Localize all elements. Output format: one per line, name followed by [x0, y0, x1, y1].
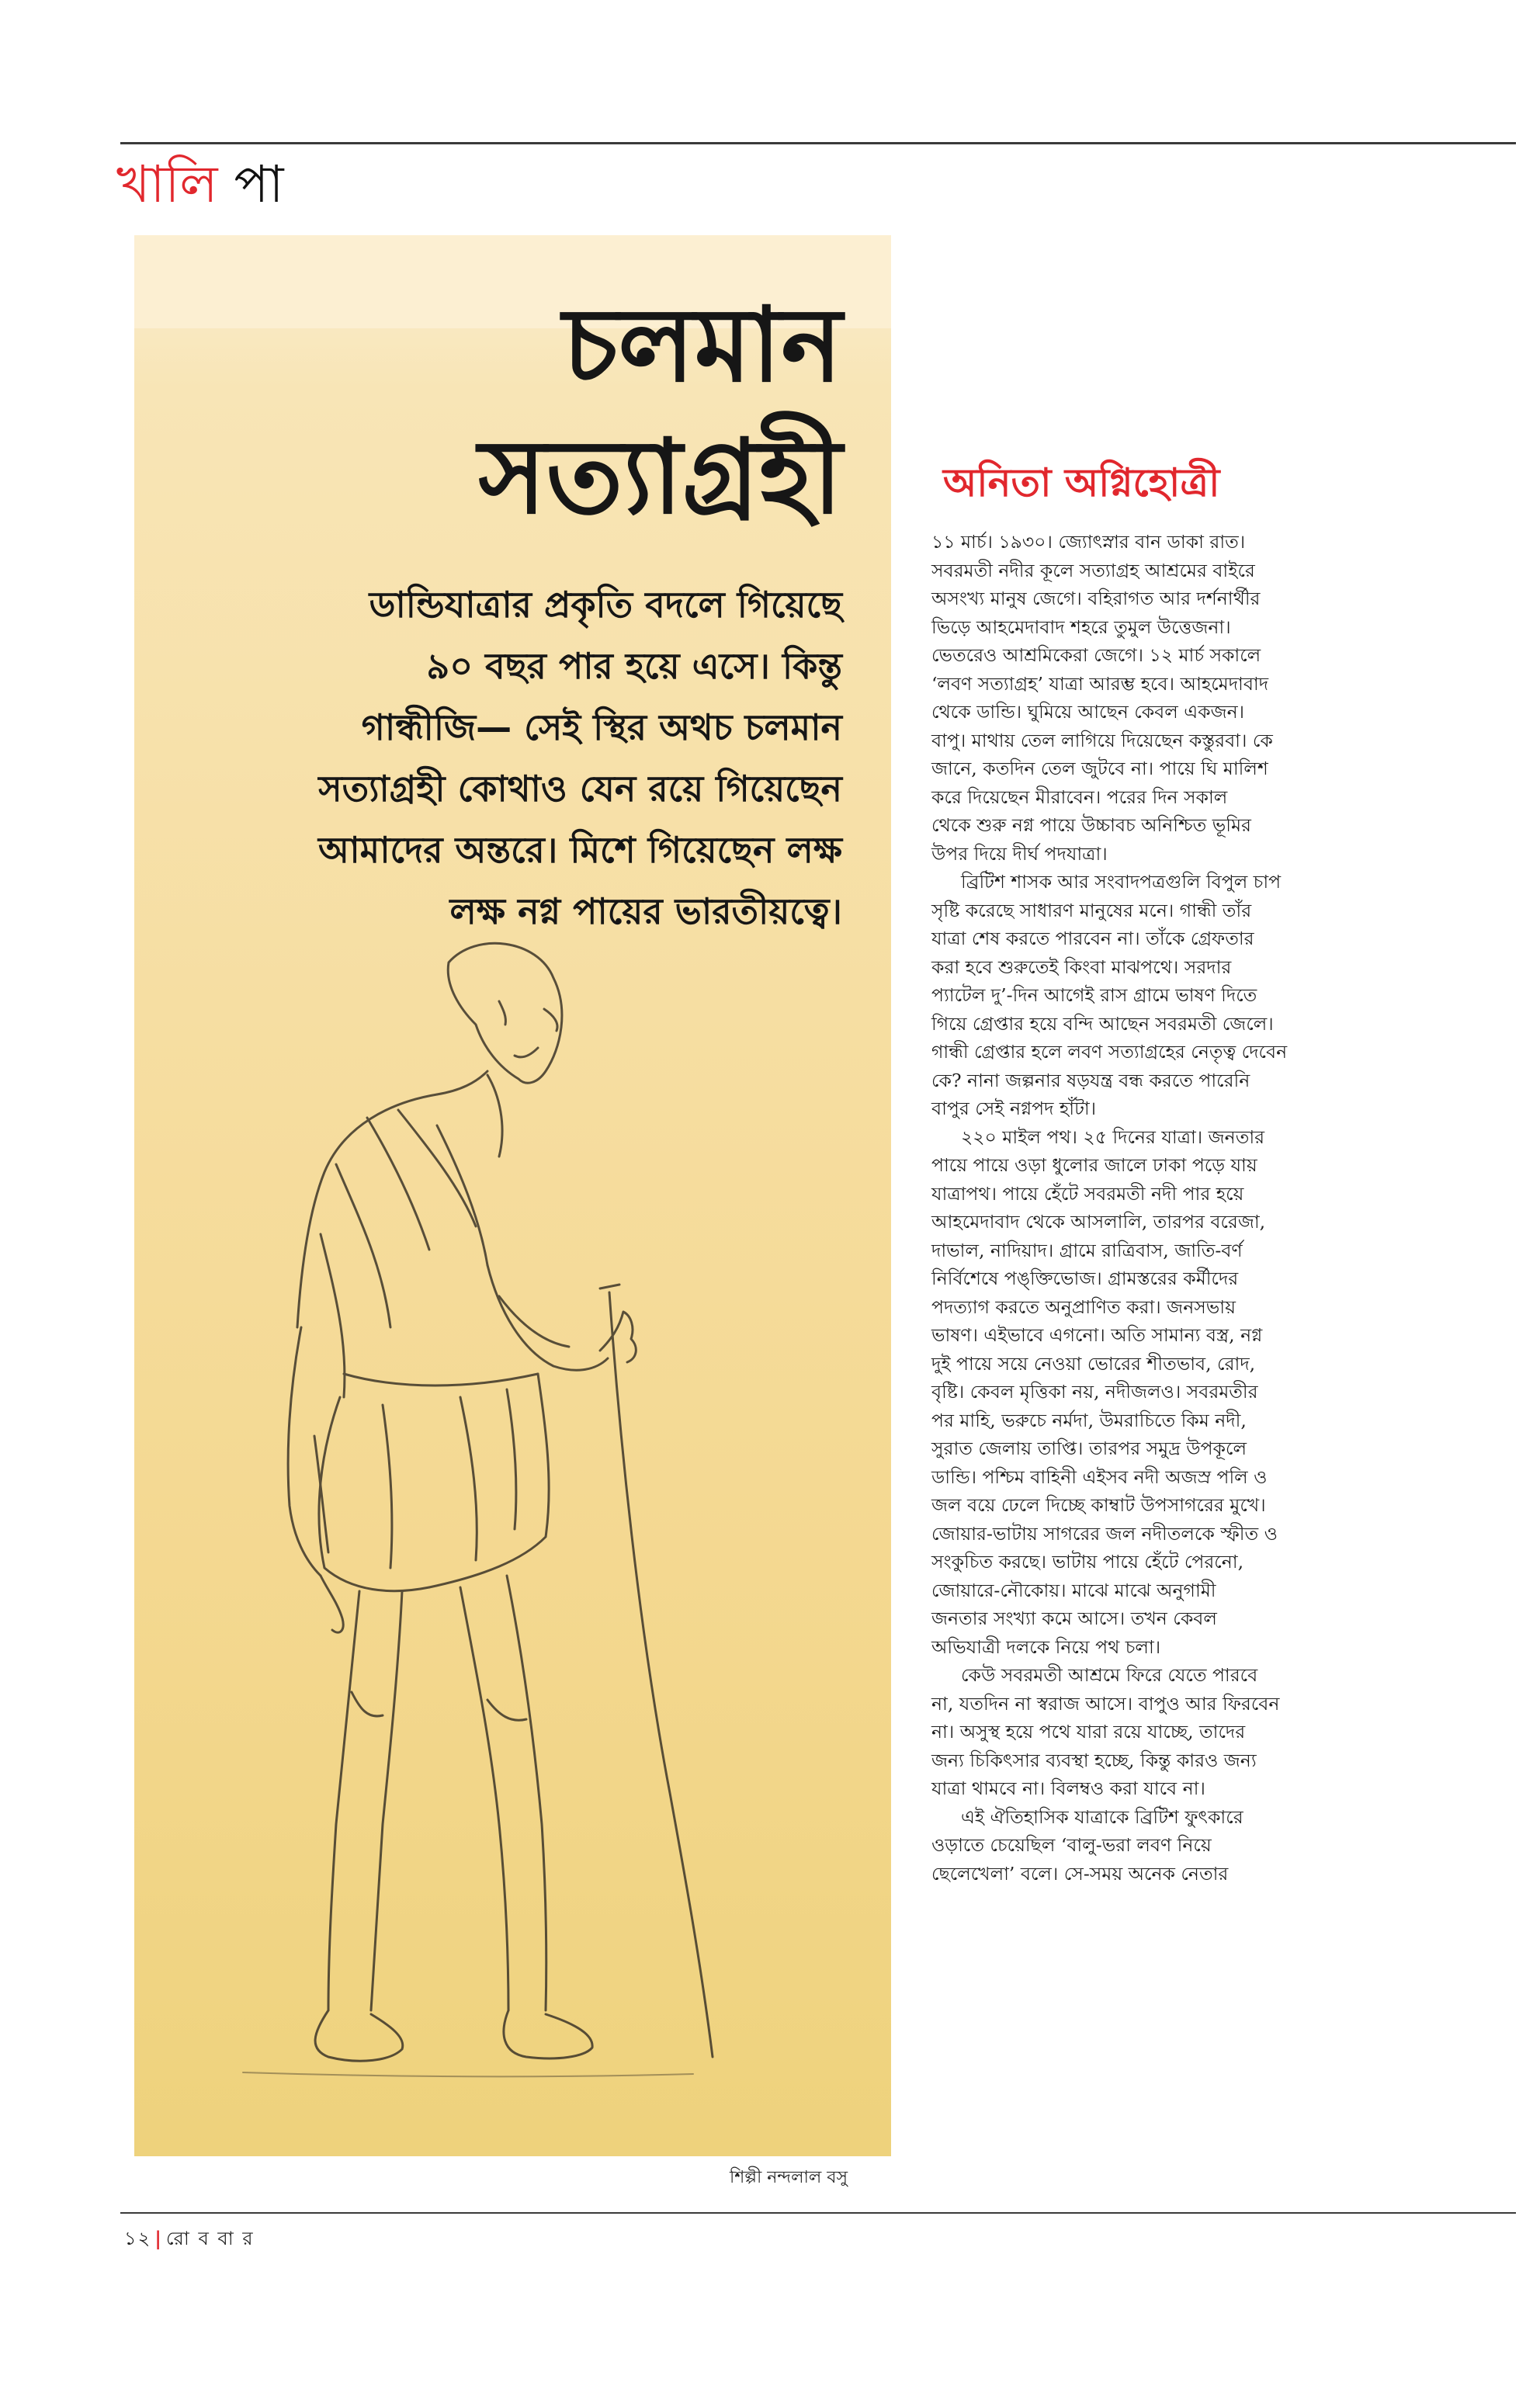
article-line: যাত্রা থামবে না। বিলম্বও করা যাবে না। [931, 1777, 1205, 1799]
section-header-accent: খালি [116, 154, 218, 214]
article-paragraph [931, 1661, 1444, 1803]
intro-line: লক্ষ নগ্ন পায়ের ভারতীয়ত্বে। [449, 890, 842, 932]
article-line: সুরাত জেলায় তাপ্তি। তারপর সমুদ্র উপকূলে [931, 1438, 1247, 1459]
page-number: ১২ [124, 2228, 152, 2249]
article-paragraph [931, 868, 1444, 1123]
article-line: জনতার সংখ্যা কমে আসে। তখন কেবল [931, 1607, 1217, 1629]
article-line: ওড়াতে চেয়েছিল ‘বালু-ভরা লবণ নিয়ে [931, 1834, 1212, 1856]
article-line: ভাষণ। এইভাবে এগনো। অতি সামান্য বস্ত্র, নগ্ন [931, 1324, 1263, 1346]
article-line: ভেতরেও আশ্রমিকেরা জেগে। ১২ মার্চ সকালে [931, 644, 1261, 666]
article-line: সংকুচিত করছে। ভাটায় পায়ে হেঁটে পেরনো, [931, 1551, 1244, 1573]
article-line: আহমেদাবাদ থেকে আসলালি, তারপর বরেজা, [931, 1211, 1266, 1233]
article-line: বৃষ্টি। কেবল মৃত্তিকা নয়, নদীজলও। সবরমতীর [931, 1381, 1258, 1403]
article-line: সবরমতী নদীর কূলে সত্যাগ্রহ আশ্রমের বাইরে [931, 559, 1255, 581]
article-line: ২২০ মাইল পথ। ২৫ দিনের যাত্রা। জনতার [961, 1125, 1265, 1148]
article-line: সৃষ্টি করেছে সাধারণ মানুষের মনে। গান্ধী তাঁর [931, 899, 1252, 921]
article-line: পর মাহি, ভরুচে নর্মদা, উমরাচিতে কিম নদী, [931, 1409, 1247, 1431]
article-line: যাত্রা শেষ করতে পারবেন না। তাঁকে গ্রেফতার [931, 928, 1254, 949]
article-line: করা হবে শুরুতেই কিংবা মাঝপথে। সরদার [931, 955, 1232, 978]
article-line: এই ঐতিহাসিক যাত্রাকে ব্রিটিশ ফুৎকারে [961, 1805, 1243, 1828]
folio-separator: | [154, 2227, 163, 2249]
intro-line: আমাদের অন্তরে। মিশে গিয়েছেন লক্ষ [318, 829, 842, 871]
article-line: জোয়ার-ভাটায় সাগরের জল নদীতলকে স্ফীত ও [931, 1522, 1278, 1545]
article-line: নির্বিশেষে পঙ্‌ক্তিভোজ। গ্রামস্তরের কর্মীদের [931, 1268, 1239, 1289]
headline-line: চলমান [563, 286, 842, 405]
article-line: ভিড়ে আহমেদাবাদ শহরে তুমুল উত্তেজনা। [931, 616, 1231, 638]
article-line: গিয়ে গ্রেপ্তার হয়ে বন্দি আছেন সবরমতী জেলে। [931, 1012, 1274, 1035]
gandhi-sketch [134, 893, 891, 2156]
section-header [116, 154, 284, 214]
article-line: না, যতদিন না স্বরাজ আসে। বাপুও আর ফিরবেন [931, 1692, 1280, 1715]
article-line: কেউ সবরমতী আশ্রমে ফিরে যেতে পারবে [961, 1664, 1258, 1686]
article-line: বাপু। মাথায় তেল লাগিয়ে দিয়েছেন কস্তুরবা। কে [931, 729, 1273, 751]
illustration-credit: শিল্পী নন্দলাল বসু [730, 2168, 848, 2187]
intro-line: সত্যাগ্রহী কোথাও যেন রয়ে গিয়েছেন [318, 768, 842, 810]
article-line: ব্রিটিশ শাসক আর সংবাদপত্রগুলি বিপুল চাপ [961, 871, 1282, 893]
magazine-name: রো ব বা র [165, 2228, 255, 2249]
intro-text [155, 574, 842, 942]
headline [134, 279, 842, 543]
headline-line: সত্যাগ্রহী [478, 418, 842, 537]
article-line: উপর দিয়ে দীর্ঘ পদযাত্রা। [931, 842, 1108, 865]
article-paragraph [931, 1803, 1444, 1888]
article-line: দাভাল, নাদিয়াদ। গ্রামে রাত্রিবাস, জাতি-বর্ণ [931, 1239, 1243, 1261]
article-line: জানে, কতদিন তেল জুটবে না। পায়ে ঘি মালিশ [931, 758, 1268, 779]
bottom-rule [120, 2212, 1516, 2214]
article-line: না। অসুস্থ হয়ে পথে যারা রয়ে যাচ্ছে, তাদের [931, 1721, 1246, 1743]
article-line: জন্য চিকিৎসার ব্যবস্থা হচ্ছে, কিন্তু কারও জন্য [931, 1749, 1257, 1771]
article-line: থেকে শুরু নগ্ন পায়ে উচ্চাবচ অনিশ্চিত ভূমির [931, 814, 1251, 836]
intro-line: ডান্ডিযাত্রার প্রকৃতি বদলে গিয়েছে [369, 584, 842, 626]
article-paragraph [931, 528, 1444, 868]
page-folio [124, 2225, 255, 2256]
article-line: জোয়ারে-নৌকোয়। মাঝে মাঝে অনুগামী [931, 1579, 1216, 1601]
article-line: করে দিয়েছেন মীরাবেন। পরের দিন সকাল [931, 786, 1228, 808]
article-line: ডান্ডি। পশ্চিম বাহিনী এইসব নদী অজস্র পলি ও [931, 1465, 1268, 1488]
article-line: প্যাটেল দু’-দিন আগেই রাস গ্রামে ভাষণ দিতে [931, 984, 1257, 1006]
article-paragraph [931, 1123, 1444, 1662]
author-byline: অনিতা অগ্নিহোত্রী [943, 460, 1220, 505]
article-line: বাপুর সেই নগ্নপদ হাঁটা। [931, 1098, 1097, 1119]
article-line: ১১ মার্চ। ১৯৩০। জ্যোৎস্নার বান ডাকা রাত। [931, 531, 1246, 553]
section-header-rest: পা [234, 154, 284, 214]
article-line: পায়ে পায়ে ওড়া ধুলোর জালে ঢাকা পড়ে যায় [931, 1154, 1257, 1176]
article-line: অভিযাত্রী দলকে নিয়ে পথ চলা। [931, 1635, 1161, 1658]
article-line: গান্ধী গ্রেপ্তার হলে লবণ সত্যাগ্রহের নেতৃত্ব দেবেন [931, 1041, 1288, 1063]
article-line: অসংখ্য মানুষ জেগে। বহিরাগত আর দর্শনার্থীর [931, 588, 1261, 609]
article-line: পদত্যাগ করতে অনুপ্রাণিত করা। জনসভায় [931, 1295, 1236, 1318]
article-line: কে? নানা জল্পনার ষড়যন্ত্র বন্ধ করতে পারেনি [931, 1069, 1250, 1091]
top-rule [120, 142, 1516, 144]
intro-line: ৯০ বছর পার হয়ে এসে। কিন্তু [426, 645, 842, 687]
article-line: জল বয়ে ঢেলে দিচ্ছে কাম্বাট উপসাগরের মুখে। [931, 1494, 1266, 1516]
article-line: থেকে ডান্ডি। ঘুমিয়ে আছেন কেবল একজন। [931, 701, 1245, 723]
article-line: ‘লবণ সত্যাগ্রহ’ যাত্রা আরম্ভ হবে। আহমেদাবাদ [931, 672, 1269, 695]
intro-line: গান্ধীজি— সেই স্থির অথচ চলমান [361, 706, 842, 748]
article-body [931, 528, 1444, 1888]
article-line: যাত্রাপথ। পায়ে হেঁটে সবরমতী নদী পার হয়ে [931, 1182, 1244, 1205]
article-line: ছেলেখেলা’ বলে। সে-সময় অনেক নেতার [931, 1862, 1229, 1885]
article-line: দুই পায়ে সয়ে নেওয়া ভোরের শীতভাব, রোদ, [931, 1352, 1256, 1375]
